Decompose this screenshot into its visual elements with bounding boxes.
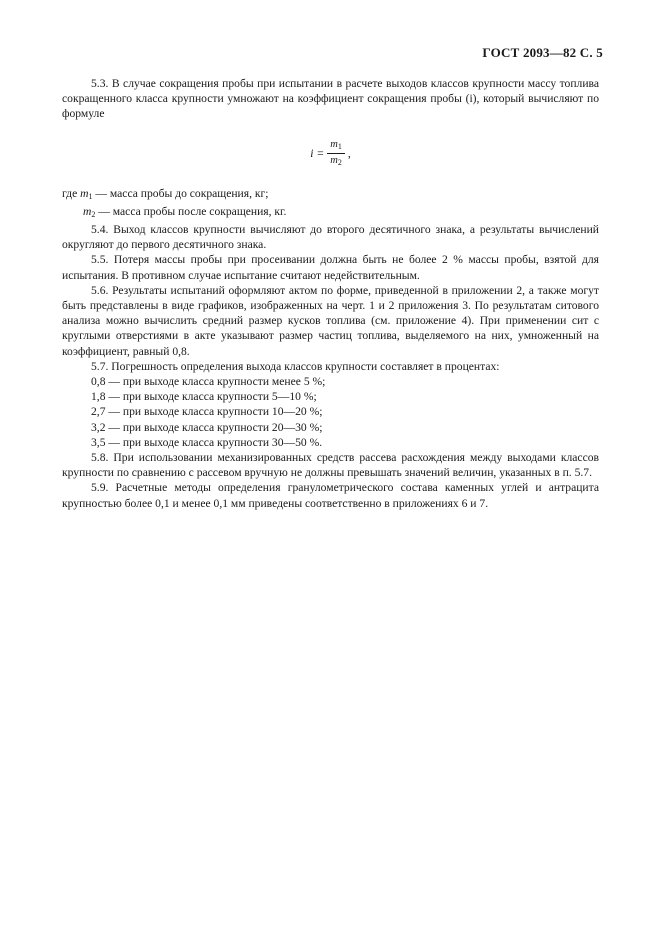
formula-lhs: i = <box>310 147 325 160</box>
paragraph-5-9: 5.9. Расчетные методы определения гранулометрического состава каменных углей и антрацита крупностью более 0,1 и менее 0,1 мм приведены соответственно в приложениях 6 и 7. <box>62 481 599 510</box>
formula-trail: , <box>347 147 351 160</box>
paragraph-5-3: 5.3. В случае сокращения пробы при испытании в расчете выходов классов крупности массу топлива сокращенного класса крупности умножают на коэффициент сокращения пробы (i), который вычисляют по формуле <box>62 77 599 121</box>
list-item: 1,8 — при выходе класса крупности 5—10 %; <box>91 390 317 404</box>
paragraph-5-5: 5.5. Потеря массы пробы при просеивании должна быть не более 2 % массы пробы, взятой для испытания. В противном случае испытание считают недействительным. <box>62 253 599 282</box>
list-item: 3,2 — при выходе класса крупности 20—30 %; <box>91 420 323 434</box>
page-header: ГОСТ 2093—82 С. 5 <box>482 45 603 60</box>
formula-numerator: $m_1$ <box>327 139 345 154</box>
document-body <box>62 76 599 511</box>
paragraph-5-4: 5.4. Выход классов крупности вычисляют до второго десятичного знака, а результаты вычислений округляют до первого десятичного знака. <box>62 223 599 252</box>
where-line-2: $m_2$ — масса пробы после сокращения, кг. <box>83 204 287 219</box>
formula-denominator: $m_2$ <box>330 155 342 168</box>
formula-fraction <box>327 139 345 168</box>
paragraph-5-7: 5.7. Погрешность определения выхода классов крупности составляет в процентах: <box>91 359 500 373</box>
formula <box>62 139 599 169</box>
list-item: 3,5 — при выходе класса крупности 30—50 %. <box>91 435 323 449</box>
list-item: 2,7 — при выходе класса крупности 10—20 %; <box>91 405 323 419</box>
list-item: 0,8 — при выходе класса крупности менее 5 %; <box>91 375 326 389</box>
paragraph-5-6: 5.6. Результаты испытаний оформляют актом по форме, приведенной в приложении 2, а также могут быть представлены в виде графиков, изображенных на черт. 1 и 2 приложения 3. По результатам ситового анализа можно вычислить средний размер кусков топлива (см. приложение 4). При применении сит с круглыми отверстиями в акте указывают размер частиц топлива, выделяемого на них, умноженный на коэффициент, равный 0,8. <box>62 283 599 358</box>
where-line-1: где $m_1$ — масса пробы до сокращения, кг; <box>62 186 269 201</box>
paragraph-5-8: 5.8. При использовании механизированных средств рассева расхождения между выходами классов крупности по сравнению с рассевом вручную не должны превышать значений величин, указанных в п. 5.7. <box>62 451 599 480</box>
